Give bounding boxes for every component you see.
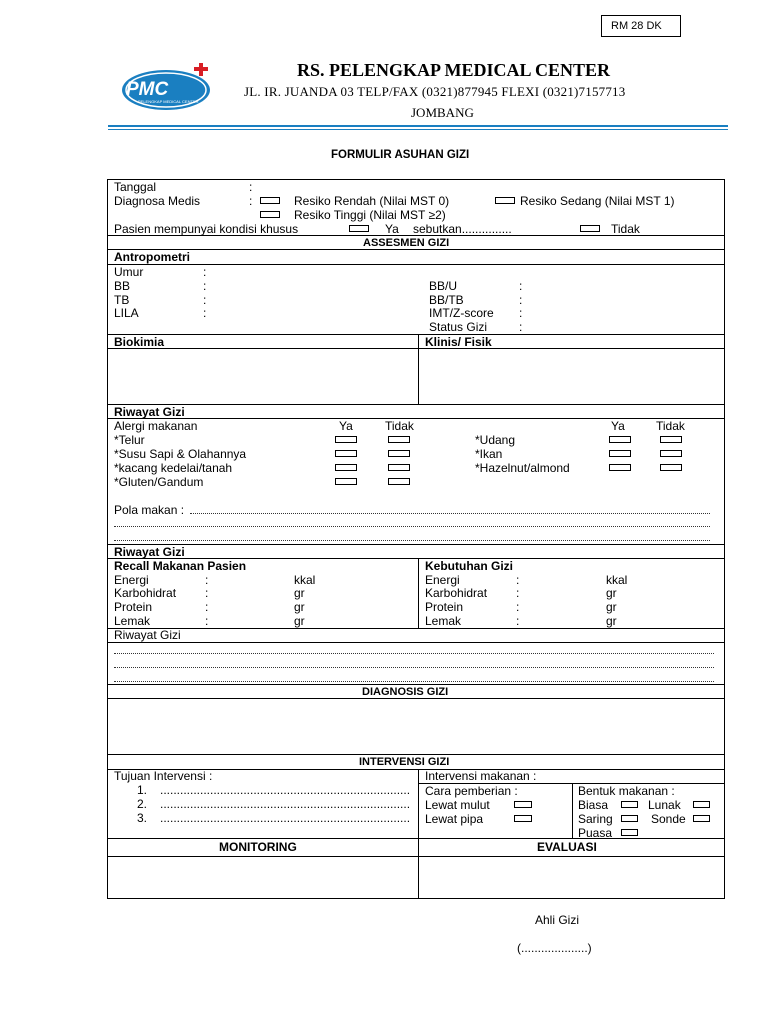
col-divider: [418, 769, 419, 838]
kacang-ya-checkbox[interactable]: [335, 464, 357, 471]
risk-low-checkbox[interactable]: [260, 197, 280, 204]
row-divider: [107, 838, 725, 839]
evaluasi-title: EVALUASI: [537, 840, 597, 854]
tujuan-label: Tujuan Intervensi :: [114, 769, 213, 783]
intervensi-title: INTERVENSI GIZI: [359, 756, 450, 768]
address-line-2: JOMBANG: [411, 105, 474, 120]
recall-unit-protein: gr: [294, 600, 305, 614]
alergi-tidak-header-right: Tidak: [656, 419, 685, 433]
row-divider: [107, 642, 725, 643]
tb-colon: :: [203, 293, 207, 307]
telur-tidak-checkbox[interactable]: [388, 436, 410, 443]
biokimia-field[interactable]: [108, 349, 417, 403]
col-divider: [418, 558, 419, 628]
header-rule-thin: [108, 129, 728, 130]
telur-ya-checkbox[interactable]: [335, 436, 357, 443]
susu-tidak-checkbox[interactable]: [388, 450, 410, 457]
header-rule-thick: [108, 125, 728, 127]
pola-makan-line-3[interactable]: [114, 540, 710, 541]
recall-unit-energi: kkal: [294, 573, 316, 587]
hazelnut-ya-checkbox[interactable]: [609, 464, 631, 471]
row-divider: [107, 334, 725, 335]
row-divider: [107, 264, 725, 265]
sonde-label: Sonde: [651, 812, 686, 826]
allergen-gluten: *Gluten/Gandum: [114, 475, 204, 489]
lewat-pipa-label: Lewat pipa: [425, 812, 484, 826]
biasa-label: Biasa: [578, 798, 609, 812]
recall-lemak: Lemak: [114, 614, 151, 628]
tujuan-item-2-num: 2.: [137, 797, 148, 811]
saring-label: Saring: [578, 812, 613, 826]
hospital-logo: [118, 63, 226, 113]
bbu-colon: :: [519, 279, 523, 293]
kebutuhan-unit-lemak: gr: [606, 614, 617, 628]
klinis-label: Klinis/ Fisik: [425, 335, 492, 349]
tujuan-item-3-num: 3.: [137, 811, 148, 825]
risk-high-checkbox[interactable]: [260, 211, 280, 218]
diagnosis-field[interactable]: [108, 699, 724, 753]
pola-makan-label: Pola makan :: [114, 503, 185, 517]
lunak-checkbox[interactable]: [693, 801, 710, 808]
assesmen-title: ASSESMEN GIZI: [363, 237, 450, 249]
recall-colon-1: :: [205, 573, 209, 587]
ikan-ya-checkbox[interactable]: [609, 450, 631, 457]
special-condition-label: Pasien mempunyai kondisi khusus: [114, 222, 299, 236]
lewat-mulut-checkbox[interactable]: [514, 801, 532, 808]
alergi-label: Alergi makanan: [114, 419, 198, 433]
special-tidak-label: Tidak: [611, 222, 640, 236]
form-title: FORMULIR ASUHAN GIZI: [331, 149, 470, 161]
tb-label: TB: [114, 293, 130, 307]
kebutuhan-energi: Energi: [425, 573, 460, 587]
bbtb-label: BB/TB: [429, 293, 464, 307]
lunak-label: Lunak: [648, 798, 681, 812]
bentuk-makanan-label: Bentuk makanan :: [578, 784, 675, 798]
imt-label: IMT/Z-score: [429, 306, 494, 320]
puasa-checkbox[interactable]: [621, 829, 638, 836]
bb-colon: :: [203, 279, 207, 293]
signature-line[interactable]: (....................): [517, 941, 592, 955]
kebutuhan-colon-3: :: [516, 600, 520, 614]
monitoring-field[interactable]: [108, 857, 417, 898]
lila-colon: :: [203, 306, 207, 320]
cara-pemberian-label: Cara pemberian :: [425, 784, 518, 798]
biasa-checkbox[interactable]: [621, 801, 638, 808]
puasa-label: Puasa: [578, 826, 613, 840]
umur-label: Umur: [114, 265, 144, 279]
kebutuhan-colon-4: :: [516, 614, 520, 628]
susu-ya-checkbox[interactable]: [335, 450, 357, 457]
kebutuhan-label: Kebutuhan Gizi: [425, 559, 513, 573]
kebutuhan-karbohidrat: Karbohidrat: [425, 586, 488, 600]
col-divider: [572, 783, 573, 838]
kebutuhan-lemak: Lemak: [425, 614, 462, 628]
risk-high-label: Resiko Tinggi (Nilai MST ≥2): [294, 208, 446, 222]
kebutuhan-unit-protein: gr: [606, 600, 617, 614]
special-ya-label: Ya: [385, 222, 399, 236]
recall-protein: Protein: [114, 600, 153, 614]
allergen-hazelnut: *Hazelnut/almond: [475, 461, 570, 475]
riwayat-line-3[interactable]: [114, 681, 714, 682]
form-code-box: [601, 15, 681, 37]
hospital-name: RS. PELENGKAP MEDICAL CENTER: [297, 60, 611, 80]
recall-colon-4: :: [205, 614, 209, 628]
row-divider: [107, 249, 725, 250]
pola-makan-line-1[interactable]: [190, 513, 710, 514]
special-ya-checkbox[interactable]: [349, 225, 369, 232]
row-divider: [107, 418, 725, 419]
diagnosa-colon: :: [249, 194, 253, 208]
tujuan-item-1-num: 1.: [137, 783, 148, 797]
alergi-ya-header: Ya: [339, 419, 353, 433]
alergi-tidak-header: Tidak: [385, 419, 414, 433]
lila-label: LILA: [114, 306, 139, 320]
gluten-ya-checkbox[interactable]: [335, 478, 357, 485]
recall-unit-lemak: gr: [294, 614, 305, 628]
row-divider: [107, 404, 725, 405]
allergen-susu: *Susu Sapi & Olahannya: [114, 447, 247, 461]
recall-karbohidrat: Karbohidrat: [114, 586, 177, 600]
kebutuhan-unit-karbohidrat: gr: [606, 586, 617, 600]
row-divider: [107, 544, 725, 545]
bb-label: BB: [114, 279, 131, 293]
umur-colon: :: [203, 265, 207, 279]
allergen-ikan: *Ikan: [475, 447, 503, 461]
ikan-tidak-checkbox[interactable]: [660, 450, 682, 457]
risk-low-label: Resiko Rendah (Nilai MST 0): [294, 194, 450, 208]
bbu-label: BB/U: [429, 279, 458, 293]
saring-checkbox[interactable]: [621, 815, 638, 822]
intervensi-makanan-label: Intervensi makanan :: [425, 769, 537, 783]
udang-ya-checkbox[interactable]: [609, 436, 631, 443]
monitoring-title: MONITORING: [219, 840, 297, 854]
kebutuhan-colon-2: :: [516, 586, 520, 600]
recall-unit-karbohidrat: gr: [294, 586, 305, 600]
ahli-gizi-label: Ahli Gizi: [535, 913, 580, 927]
riwayat-gizi-label: Riwayat Gizi: [114, 628, 181, 642]
kacang-tidak-checkbox[interactable]: [388, 464, 410, 471]
sonde-checkbox[interactable]: [693, 815, 710, 822]
risk-mid-checkbox[interactable]: [495, 197, 515, 204]
lewat-mulut-label: Lewat mulut: [425, 798, 490, 812]
allergen-udang: *Udang: [475, 433, 516, 447]
special-tidak-checkbox[interactable]: [580, 225, 600, 232]
address-line-1: JL. IR. JUANDA 03 TELP/FAX (0321)877945 FLEXI (0321)7157713: [244, 84, 626, 99]
status-gizi-colon: :: [519, 320, 523, 334]
recall-colon-3: :: [205, 600, 209, 614]
row-divider: [107, 628, 725, 629]
tujuan-item-1-dots[interactable]: ...........................................................................: [160, 783, 411, 797]
riwayat-line-1[interactable]: [114, 653, 714, 654]
bbtb-colon: :: [519, 293, 523, 307]
hazelnut-tidak-checkbox[interactable]: [660, 464, 682, 471]
special-sebutkan: sebutkan...............: [413, 222, 512, 236]
gluten-tidak-checkbox[interactable]: [388, 478, 410, 485]
recall-energi: Energi: [114, 573, 149, 587]
evaluasi-field[interactable]: [419, 857, 724, 898]
logo-text: PMC: [126, 79, 169, 100]
kebutuhan-protein: Protein: [425, 600, 464, 614]
udang-tidak-checkbox[interactable]: [660, 436, 682, 443]
klinis-field[interactable]: [419, 349, 724, 403]
tanggal-label: Tanggal: [114, 180, 157, 194]
recall-label: Recall Makanan Pasien: [114, 559, 247, 573]
biokimia-label: Biokimia: [114, 335, 165, 349]
allergen-telur: *Telur: [114, 433, 145, 447]
form-code: RM 28 DK: [611, 20, 662, 32]
status-gizi-label: Status Gizi: [429, 320, 488, 334]
logo-subtext: PELENGKAP MEDICAL CENTER: [138, 99, 199, 104]
tanggal-colon: :: [249, 180, 253, 194]
tujuan-item-2-dots[interactable]: ...........................................................................: [160, 797, 411, 811]
imt-colon: :: [519, 306, 523, 320]
diagnosis-title: DIAGNOSIS GIZI: [362, 686, 449, 698]
recall-colon-2: :: [205, 586, 209, 600]
allergen-kacang: *kacang kedelai/tanah: [114, 461, 233, 475]
diagnosa-label: Diagnosa Medis: [114, 194, 201, 208]
pola-makan-line-2[interactable]: [114, 526, 710, 527]
kebutuhan-unit-energi: kkal: [606, 573, 628, 587]
tujuan-item-3-dots[interactable]: ...........................................................................: [160, 811, 411, 825]
alergi-ya-header-right: Ya: [611, 419, 625, 433]
riwayat-gizi-title-2: Riwayat Gizi: [114, 545, 185, 559]
risk-mid-label: Resiko Sedang (Nilai MST 1): [520, 194, 675, 208]
antropometri-label: Antropometri: [114, 250, 190, 264]
riwayat-gizi-title: Riwayat Gizi: [114, 405, 185, 419]
riwayat-line-2[interactable]: [114, 667, 714, 668]
lewat-pipa-checkbox[interactable]: [514, 815, 532, 822]
kebutuhan-colon-1: :: [516, 573, 520, 587]
